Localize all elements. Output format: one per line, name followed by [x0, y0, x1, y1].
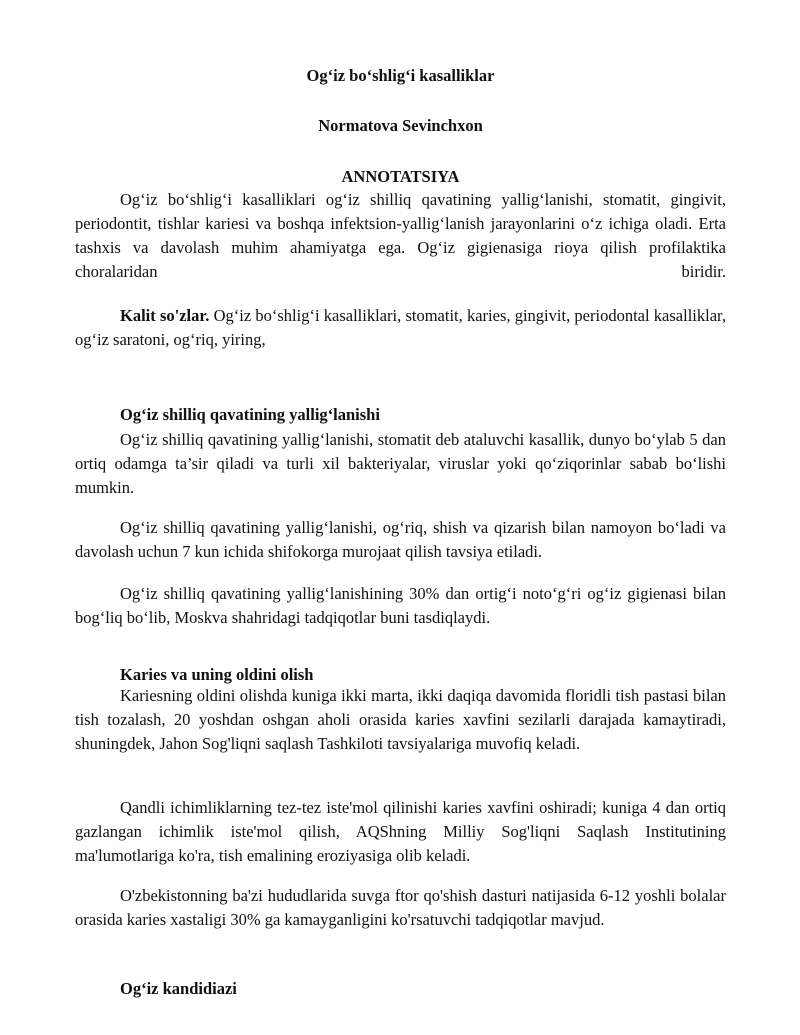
section-paragraph: Kariesning oldini olishda kuniga ikki marta, ikki daqiqa davomida floridli tish pastasi bilan tish tozalash, 20 yoshdan oshgan aholi orasida karies xavfini sezilarli darajada kamaytiradi, shuningdek, Jahon Sog'liqni saqlash Tashkiloti tavsiyalariga muvofiq keladi. — [75, 686, 726, 753]
section-heading: Og‘iz shilliq qavatining yallig‘lanishi — [120, 405, 380, 424]
section-paragraph: O'zbekistonning ba'zi hududlarida suvga ftor qo'shish dasturi natijasida 6-12 yoshli bolalar orasida karies xastaligi 30% ga kamayganligini ko'rsatuvchi tadqiqotlar mavjud. — [75, 886, 726, 929]
paper-title: Og‘iz bo‘shlig‘i kasalliklar — [306, 66, 495, 85]
section-paragraph: Og‘iz shilliq qavatining yallig‘lanishining 30% dan ortig‘i noto‘g‘ri og‘iz gigienasi bilan bog‘liq bo‘lib, Moskva shahridagi tadqiqotlar buni tasdiqlaydi. — [75, 584, 726, 627]
section-paragraph: Og‘iz shilliq qavatining yallig‘lanishi, stomatit deb ataluvchi kasallik, dunyo bo‘ylab 5 dan ortiq odamga ta’sir qiladi va turli xil bakteriyalar, viruslar yoki qo‘ziqorinlar sabab bo‘lishi mumkin. — [75, 430, 726, 497]
keywords-label: Kalit so'zlar. — [120, 306, 210, 325]
author-name: Normatova Sevinchxon — [318, 116, 483, 135]
annotation-heading: ANNOTATSIYA — [341, 167, 460, 186]
keywords-text: Og‘iz bo‘shlig‘i kasalliklari, stomatit, karies, gingivit, periodontal kasalliklar, og‘iz saratoni, og‘riq, yiring, — [75, 306, 726, 349]
annotation-text: Og‘iz bo‘shlig‘i kasalliklari og‘iz shilliq qavatining yallig‘lanishi, stomatit, gingivit, periodontit, tishlar kariesi va boshqa infektsion-yallig‘lanish jarayonlarini o‘z ichiga oladi. Erta tashxis va davolash muhim ahamiyatga ega. Og‘iz gigienasiga rioya qilish profilaktika choralaridan biridir. — [75, 190, 726, 281]
section-paragraph: Qandli ichimliklarning tez-tez iste'mol qilinishi karies xavfini oshiradi; kuniga 4 dan ortiq gazlangan ichimlik iste'mol qilish, AQShning Milliy Sog'liqni Saqlash Institutining ma'lumotlariga ko'ra, tish emalining eroziyasiga olib keladi. — [75, 798, 726, 865]
section-heading: Karies va uning oldini olish — [120, 665, 314, 684]
section-paragraph: Og‘iz shilliq qavatining yallig‘lanishi, og‘riq, shish va qizarish bilan namoyon bo‘ladi va davolash uchun 7 kun ichida shifokorga murojaat qilish tavsiya etiladi. — [75, 518, 726, 561]
section-heading: Og‘iz kandidiazi — [120, 979, 237, 998]
keywords-paragraph — [75, 304, 726, 352]
